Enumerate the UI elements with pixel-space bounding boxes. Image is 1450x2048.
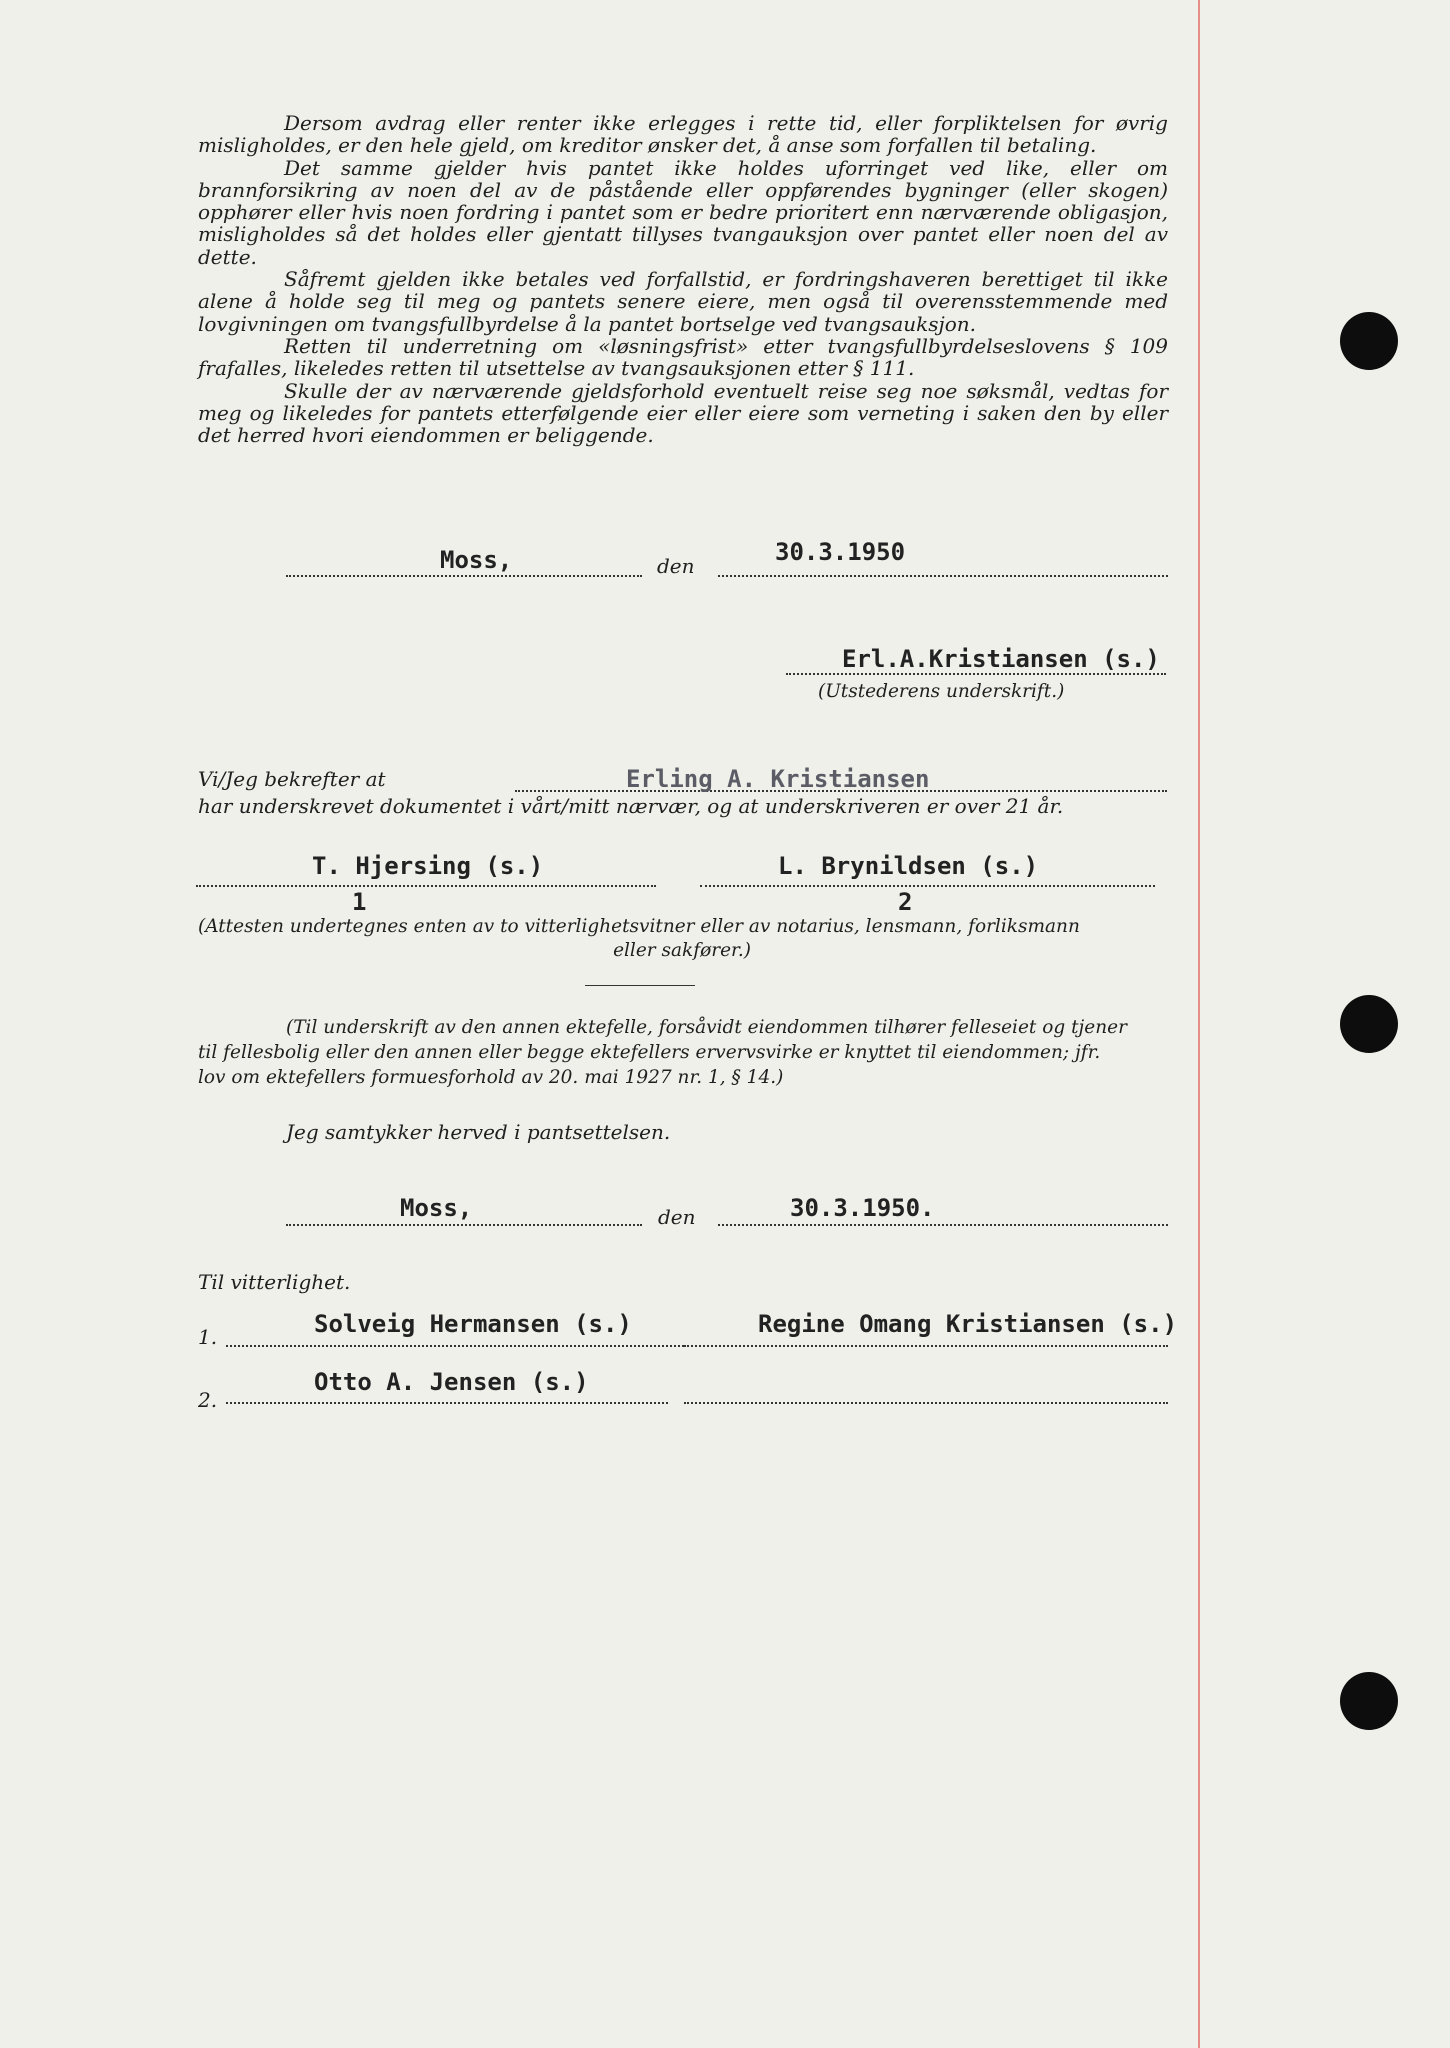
separator <box>585 985 695 986</box>
blank-signature-line <box>684 1402 1168 1404</box>
den-label: den <box>657 554 695 578</box>
spouse-place: Moss, <box>400 1194 473 1222</box>
attestation-note-end: eller sakfører.) <box>613 940 751 961</box>
spouse-witness2-line <box>226 1402 668 1404</box>
punch-hole <box>1340 995 1398 1053</box>
witness-heading: Til vitterlighet. <box>198 1270 351 1294</box>
punch-hole <box>1340 312 1398 370</box>
attestation-line2: har underskrevet dokumentet i vårt/mitt nærvær, og at underskriveren er over 21 år. <box>198 794 1064 818</box>
witness2-signature: L. Brynildsen (s.) <box>778 852 1039 880</box>
margin-line <box>1198 0 1200 2048</box>
place-line <box>286 575 642 577</box>
terms-paragraph: Retten til underretning om «løsningsfrist» etter tvangsfullbyrdelseslovens § 109 frafalles, likeledes retten til utsettelse av tvangsauksjonen etter § 111. <box>198 333 1168 381</box>
terms-paragraph: Såfremt gjelden ikke betales ved forfallstid, er fordringshaveren berettiget til ikke alene å holde seg til meg og pantets senere eiere, men også til overensstemmende med lovgivningen om tvangsfullbyrdelse å la pantet bortselge ved tvangsauksjon. <box>198 267 1168 336</box>
witness1-signature: T. Hjersing (s.) <box>312 852 544 880</box>
witness-number-2: 2 <box>898 888 913 916</box>
spouse-witness1-signature: Solveig Hermansen (s.) <box>314 1310 632 1338</box>
spouse-date-line <box>718 1224 1168 1226</box>
consent-text: Jeg samtykker herved i pantsettelsen. <box>286 1120 671 1144</box>
terms-text <box>198 112 1168 446</box>
terms-paragraph: Det samme gjelder hvis pantet ikke holdes uforringet ved like, eller om brannforsikring av noen del av de påstående eller oppførendes bygninger (eller skogen) opphører eller hvis noen fordring i pantet som er bedre prioritert enn nærværende obligasjon, misligholdes så det holdes eller gjentatt tillyses tvangauksjon over pantet eller noen del av dette. <box>198 155 1168 269</box>
spouse-signature: Regine Omang Kristiansen (s.) <box>758 1310 1178 1338</box>
attestation-note: (Attesten undertegnes enten av to vitterlighetsvitner eller av notarius, lensmann, forliksmann <box>198 916 1080 937</box>
date-value: 30.3.1950 <box>775 538 906 566</box>
issuer-signature-line <box>786 673 1166 675</box>
issuer-signature: Erl.A.Kristiansen (s.) <box>842 645 1160 673</box>
date-line <box>718 575 1168 577</box>
witness1-line <box>196 885 656 887</box>
spouse-note: lov om ektefellers formuesforhold av 20. mai 1927 nr. 1, § 14.) <box>198 1067 784 1088</box>
spouse-witness1-line <box>226 1345 684 1347</box>
witness-number: 1. <box>198 1325 218 1349</box>
issuer-caption: (Utstederens underskrift.) <box>818 681 1065 702</box>
spouse-place-line <box>286 1224 642 1226</box>
punch-hole <box>1340 1672 1398 1730</box>
spouse-note: til fellesbolig eller den annen eller begge ektefellers ervervsvirke er knyttet til eiendommen; jfr. <box>198 1042 1101 1063</box>
witness2-line <box>700 885 1155 887</box>
spouse-note: (Til underskrift av den annen ektefelle, forsåvidt eiendommen tilhører felleseiet og tjener <box>286 1017 1127 1038</box>
spouse-signature-line <box>684 1345 1168 1347</box>
attestation-intro: Vi/Jeg bekrefter at <box>198 767 386 791</box>
witness-number: 2. <box>198 1388 218 1412</box>
attested-name: Erling A. Kristiansen <box>626 765 930 793</box>
spouse-date: 30.3.1950. <box>790 1194 935 1222</box>
spouse-den-label: den <box>658 1205 696 1229</box>
place-value: Moss, <box>440 546 513 574</box>
terms-paragraph: Skulle der av nærværende gjeldsforhold eventuelt reise seg noe søksmål, vedtas for meg og likeledes for pantets etterfølgende eier eller eiere som verneting i saken den by eller det herred hvori eiendommen er beliggende. <box>198 378 1168 448</box>
spouse-witness2-signature: Otto A. Jensen (s.) <box>314 1368 589 1396</box>
witness-number-1: 1 <box>352 888 367 916</box>
terms-paragraph: Dersom avdrag eller renter ikke erlegges i rette tid, eller forpliktelsen for øvrig misligholdes, er den hele gjeld, om kreditor ønsker det, å anse som forfallen til betaling. <box>198 111 1168 158</box>
